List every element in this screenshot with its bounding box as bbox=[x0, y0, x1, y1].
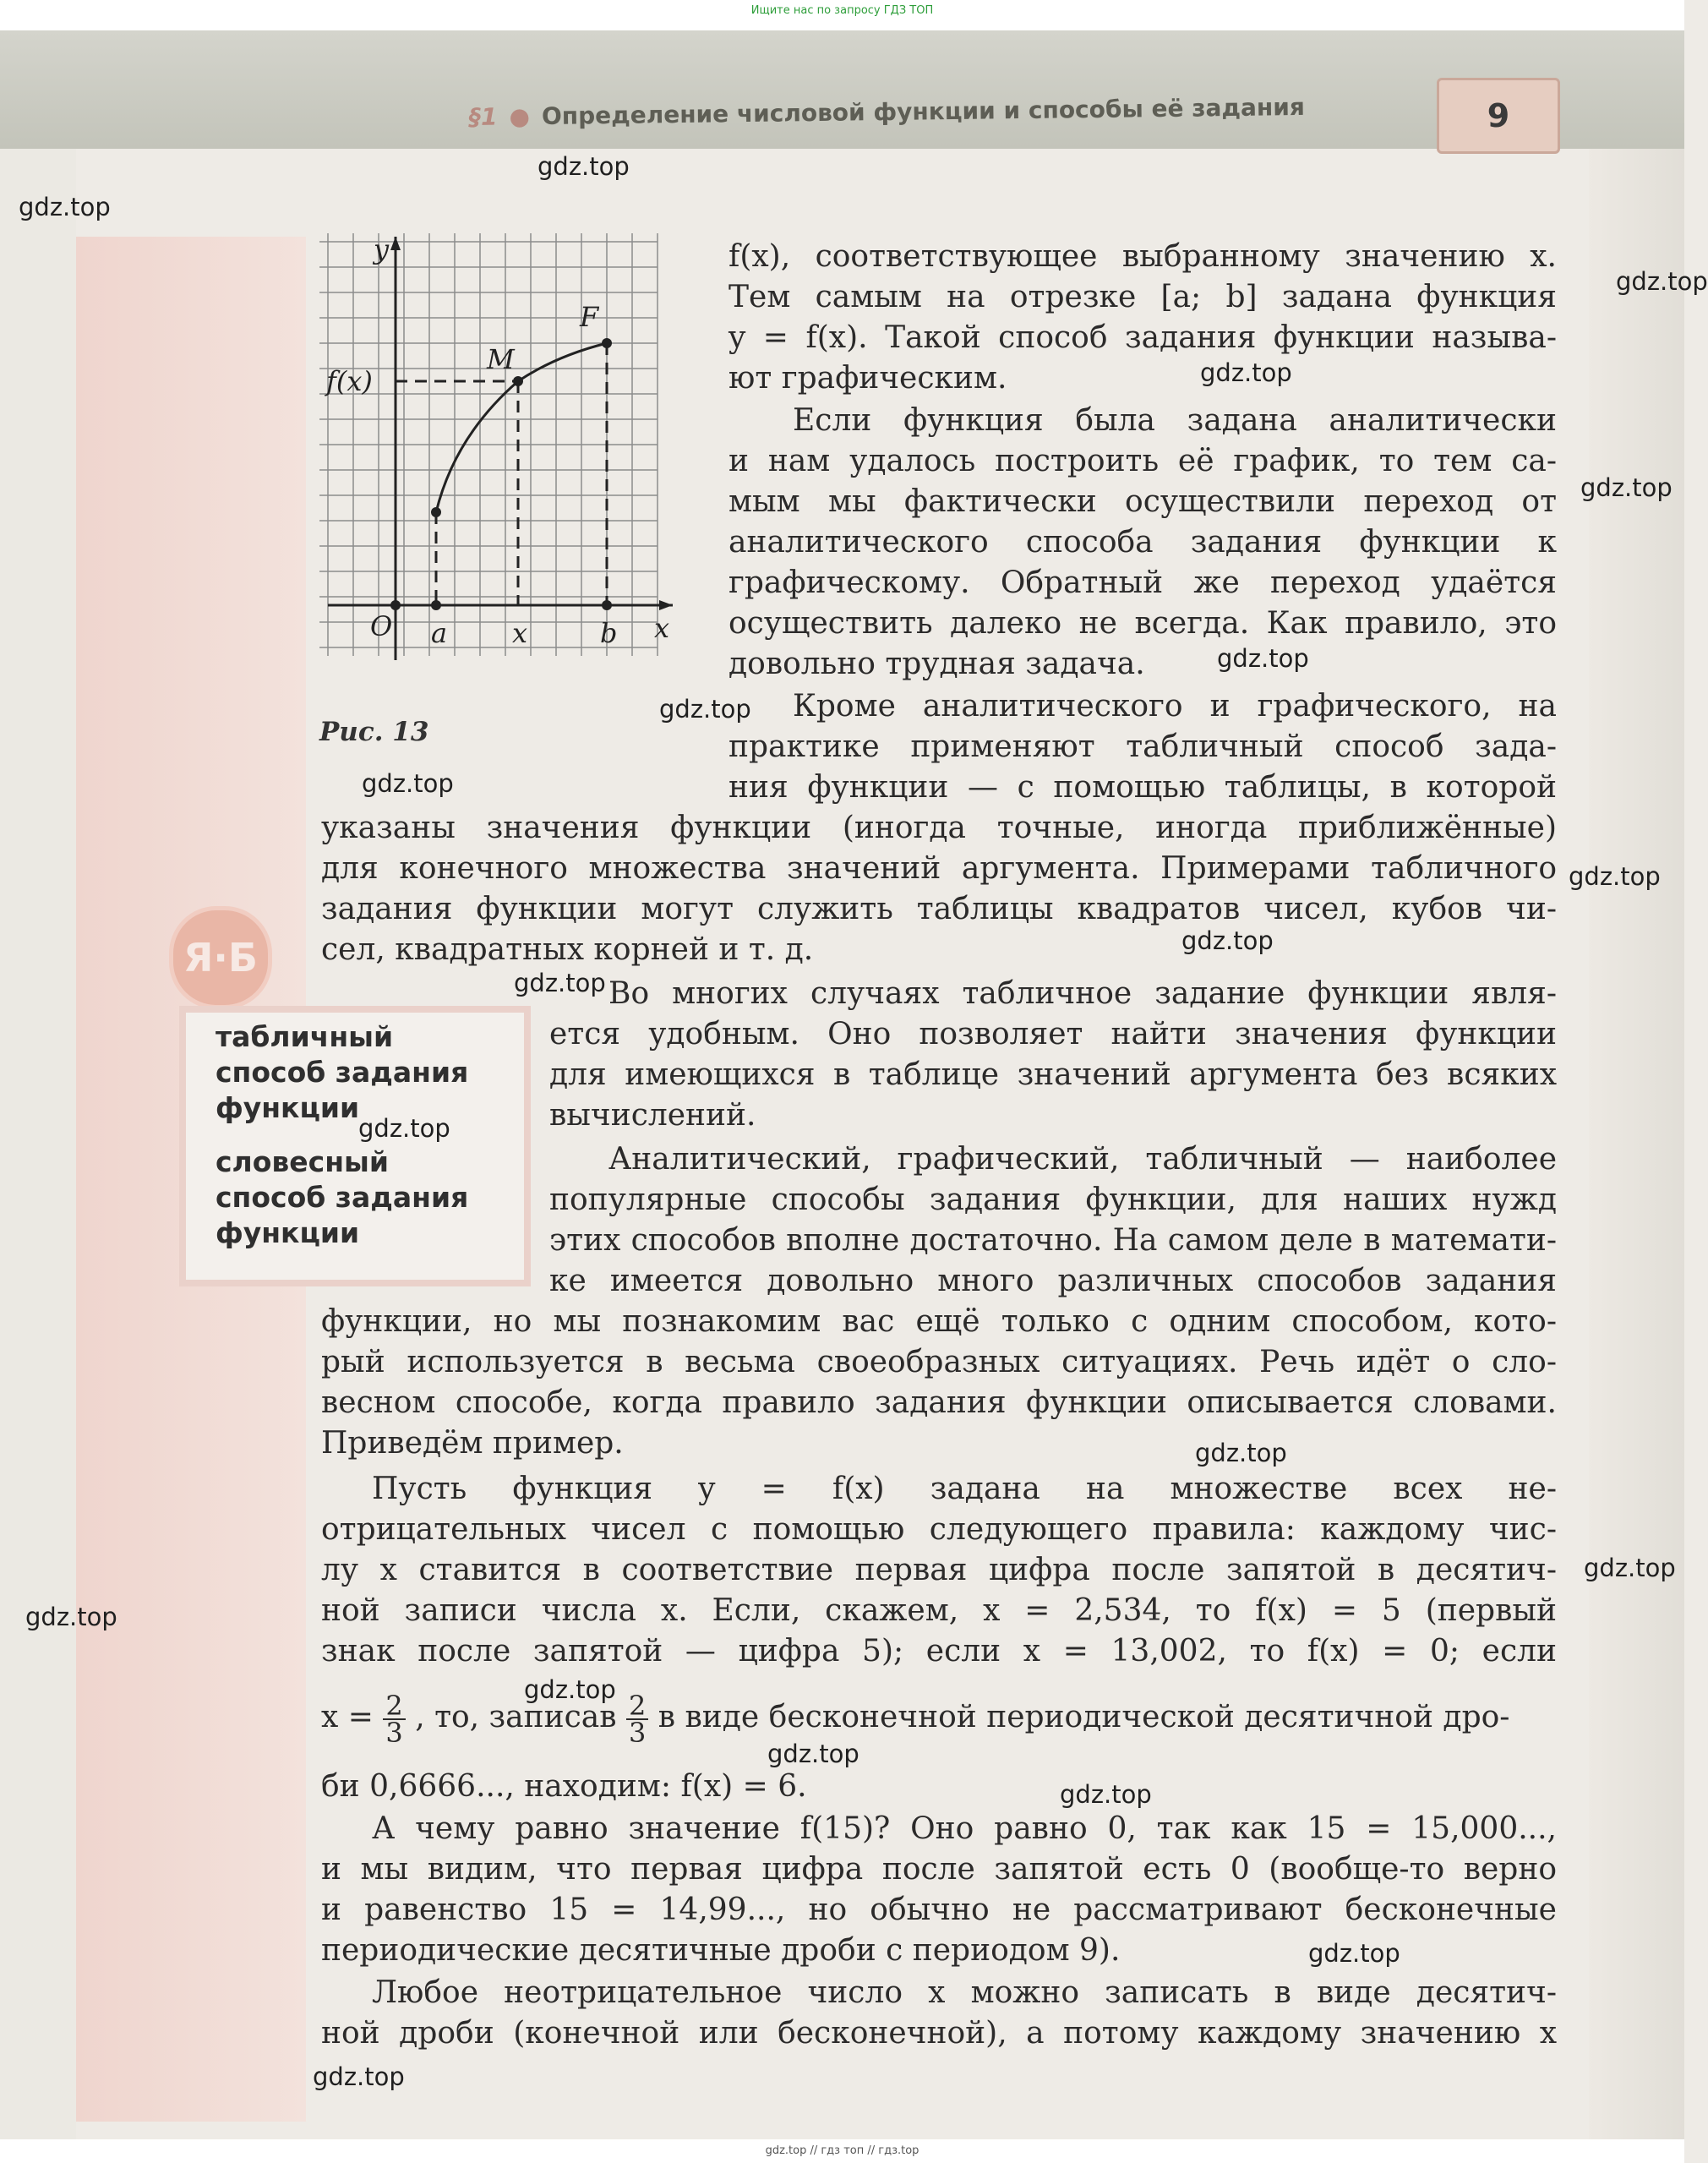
watermark: gdz.top bbox=[313, 2062, 405, 2091]
label-origin: O bbox=[370, 610, 393, 642]
watermark: gdz.top bbox=[1200, 358, 1292, 387]
text-line: ке имеется довольно много различных способов задания bbox=[549, 1264, 1557, 1298]
watermark: gdz.top bbox=[1616, 267, 1708, 296]
fraction-two-thirds bbox=[383, 1690, 405, 1749]
text-line: Аналитический, графический, табличный — наиболее bbox=[608, 1142, 1557, 1177]
text-line: для конечного множества значений аргумента. Примерами табличного bbox=[321, 851, 1557, 886]
glossary-logo-icon: Я·Б bbox=[169, 906, 272, 1009]
text-line: и нам удалось построить её график, то тем са- bbox=[728, 444, 1557, 478]
fraction-denominator: 3 bbox=[628, 1717, 647, 1749]
text-line: функции, но мы познакомим вас ещё только с одним способом, кото- bbox=[321, 1304, 1557, 1339]
watermark: gdz.top bbox=[25, 1603, 117, 1631]
text-line: задания функции могут служить таблицы квадратов чисел, кубов чи- bbox=[321, 892, 1557, 926]
y-axis-arrow-icon bbox=[390, 237, 401, 250]
text-line: отрицательных чисел с помощью следующего правила: каждому чис- bbox=[321, 1512, 1557, 1547]
watermark: gdz.top bbox=[1580, 473, 1673, 502]
text-line: ется удобным. Оно позволяет найти значения функции bbox=[549, 1017, 1557, 1051]
glossary-term: функции bbox=[216, 1091, 360, 1124]
text-line: осуществить далеко не всегда. Как правило, это bbox=[728, 606, 1557, 641]
section-number: §1 bbox=[468, 102, 498, 132]
text-line: сел, квадратных корней и т. д. bbox=[321, 932, 814, 967]
text-line: мым мы фактически осуществили переход от bbox=[728, 484, 1557, 519]
watermark: gdz.top bbox=[1584, 1554, 1676, 1582]
watermark: gdz.top bbox=[1569, 862, 1661, 891]
text-line: Во многих случаях табличное задание функции явля- bbox=[608, 976, 1557, 1011]
figure-caption: Рис. 13 bbox=[319, 717, 429, 747]
text-line: и равенство 15 = 14,99..., но обычно не рассматривают бесконечные bbox=[321, 1893, 1557, 1927]
text-line: Кроме аналитического и графического, на bbox=[793, 689, 1557, 724]
glossary-term: функции bbox=[216, 1216, 360, 1249]
point-f bbox=[602, 338, 612, 348]
text-line: ния функции — с помощью таблицы, в которой bbox=[728, 770, 1557, 805]
text-line: Пусть функция y = f(x) задана на множестве всех не- bbox=[372, 1472, 1557, 1506]
glossary-term: словесный bbox=[216, 1145, 389, 1178]
bottom-banner-text: gdz.top // гдз топ // гдз.top bbox=[765, 2144, 919, 2157]
text-line: ной записи числа x. Если, скажем, x = 2,534, то f(x) = 5 (первый bbox=[321, 1593, 1557, 1628]
watermark: gdz.top bbox=[19, 193, 111, 221]
text-line: вычислений. bbox=[549, 1098, 756, 1133]
text-line: периодические десятичные дроби с периодом 9). bbox=[321, 1933, 1121, 1968]
label-f: F bbox=[580, 301, 599, 333]
fraction-line-start: x = bbox=[321, 1700, 374, 1734]
text-line: Любое неотрицательное число x можно записать в виде десятич- bbox=[372, 1975, 1557, 2010]
text-line: указаны значения функции (иногда точные, иногда приближённые) bbox=[321, 811, 1557, 845]
text-line: би 0,6666..., находим: f(x) = 6. bbox=[321, 1769, 807, 1804]
text-line: Если функция была задана аналитически bbox=[793, 403, 1557, 438]
next-page-bleed bbox=[1589, 149, 1684, 2163]
text-line: весном способе, когда правило задания функции описывается словами. bbox=[321, 1385, 1557, 1420]
text-line: этих способов вполне достаточно. На самом деле в математи- bbox=[549, 1223, 1557, 1258]
label-x-axis: x bbox=[654, 612, 670, 644]
text-line: рый используется в весьма своеобразных ситуациях. Речь идёт о сло- bbox=[321, 1345, 1557, 1379]
x-axis-arrow-icon bbox=[659, 600, 673, 610]
text-line: знак после запятой — цифра 5); если x = 13,002, то f(x) = 0; если bbox=[321, 1634, 1557, 1669]
label-y: y bbox=[374, 233, 390, 265]
bottom-banner bbox=[0, 2139, 1684, 2163]
left-margin bbox=[0, 149, 76, 2163]
text-line: для имеющихся в таблице значений аргумента без всяких bbox=[549, 1057, 1557, 1092]
point-a bbox=[431, 600, 441, 610]
text-line: А чему равно значение f(15)? Оно равно 0, так как 15 = 15,000..., bbox=[372, 1811, 1557, 1846]
bullet-icon: ● bbox=[509, 102, 531, 131]
watermark: gdz.top bbox=[1181, 926, 1274, 955]
fraction-line bbox=[321, 1684, 1557, 1751]
text-line: популярные способы задания функции, для наших нужд bbox=[549, 1183, 1557, 1217]
text-line: Тем самым на отрезке [a; b] задана функция bbox=[728, 280, 1557, 314]
watermark: gdz.top bbox=[514, 969, 606, 997]
glossary-term: способ задания bbox=[216, 1056, 469, 1089]
top-banner bbox=[0, 0, 1684, 30]
fraction-line-end: в виде бесконечной периодической десятичной дро- bbox=[658, 1700, 1510, 1734]
text-line: графическому. Обратный же переход удаётся bbox=[728, 565, 1557, 600]
top-banner-text: Ищите нас по запросу ГДЗ ТОП bbox=[750, 4, 934, 17]
label-b: b bbox=[600, 617, 618, 649]
point-m bbox=[513, 376, 523, 386]
watermark: gdz.top bbox=[767, 1740, 859, 1768]
figure-13 bbox=[319, 233, 674, 673]
text-line: y = f(x). Такой способ задания функции называ- bbox=[728, 320, 1557, 355]
watermark: gdz.top bbox=[538, 152, 630, 181]
text-line: ют графическим. bbox=[728, 361, 1007, 396]
text-line: Приведём пример. bbox=[321, 1426, 624, 1461]
watermark: gdz.top bbox=[1195, 1439, 1287, 1467]
fraction-two-thirds bbox=[626, 1690, 648, 1749]
graph-svg bbox=[319, 233, 674, 673]
watermark: gdz.top bbox=[358, 1114, 450, 1143]
fraction-denominator: 3 bbox=[385, 1717, 403, 1749]
point-start bbox=[431, 507, 441, 517]
watermark: gdz.top bbox=[659, 695, 751, 724]
text-line: довольно трудная задача. bbox=[728, 647, 1145, 681]
watermark: gdz.top bbox=[1060, 1780, 1152, 1809]
text-line: ной дроби (конечной или бесконечной), а потому каждому значению x bbox=[321, 2016, 1557, 2051]
glossary-term: способ задания bbox=[216, 1181, 469, 1214]
fraction-numerator: 2 bbox=[626, 1693, 648, 1720]
text-line: и мы видим, что первая цифра после запятой есть 0 (вообще-то верно bbox=[321, 1852, 1557, 1887]
watermark: gdz.top bbox=[1217, 644, 1309, 673]
watermark: gdz.top bbox=[1308, 1939, 1400, 1968]
fraction-line-middle: , то, записав bbox=[415, 1700, 617, 1734]
label-a: a bbox=[431, 617, 448, 649]
label-x-tick: x bbox=[512, 617, 528, 649]
text-line: лу x ставится в соответствие первая цифра после запятой в десятич- bbox=[321, 1553, 1557, 1587]
header-band bbox=[0, 30, 1684, 149]
watermark: gdz.top bbox=[524, 1675, 616, 1704]
text-line: аналитического способа задания функции к bbox=[728, 525, 1557, 560]
watermark: gdz.top bbox=[362, 769, 454, 798]
label-fx: f(x) bbox=[326, 365, 373, 397]
page-number: 9 bbox=[1437, 78, 1560, 154]
point-b bbox=[602, 600, 612, 610]
point-origin bbox=[390, 600, 401, 610]
text-line: практике применяют табличный способ зада- bbox=[728, 729, 1557, 764]
fraction-numerator: 2 bbox=[383, 1693, 405, 1720]
label-m: M bbox=[487, 343, 515, 375]
glossary-term: табличный bbox=[216, 1020, 394, 1053]
section-title: Определение числовой функции и способы её задания bbox=[541, 92, 1306, 130]
text-line: f(x), соответствующее выбранному значению x. bbox=[728, 239, 1557, 274]
